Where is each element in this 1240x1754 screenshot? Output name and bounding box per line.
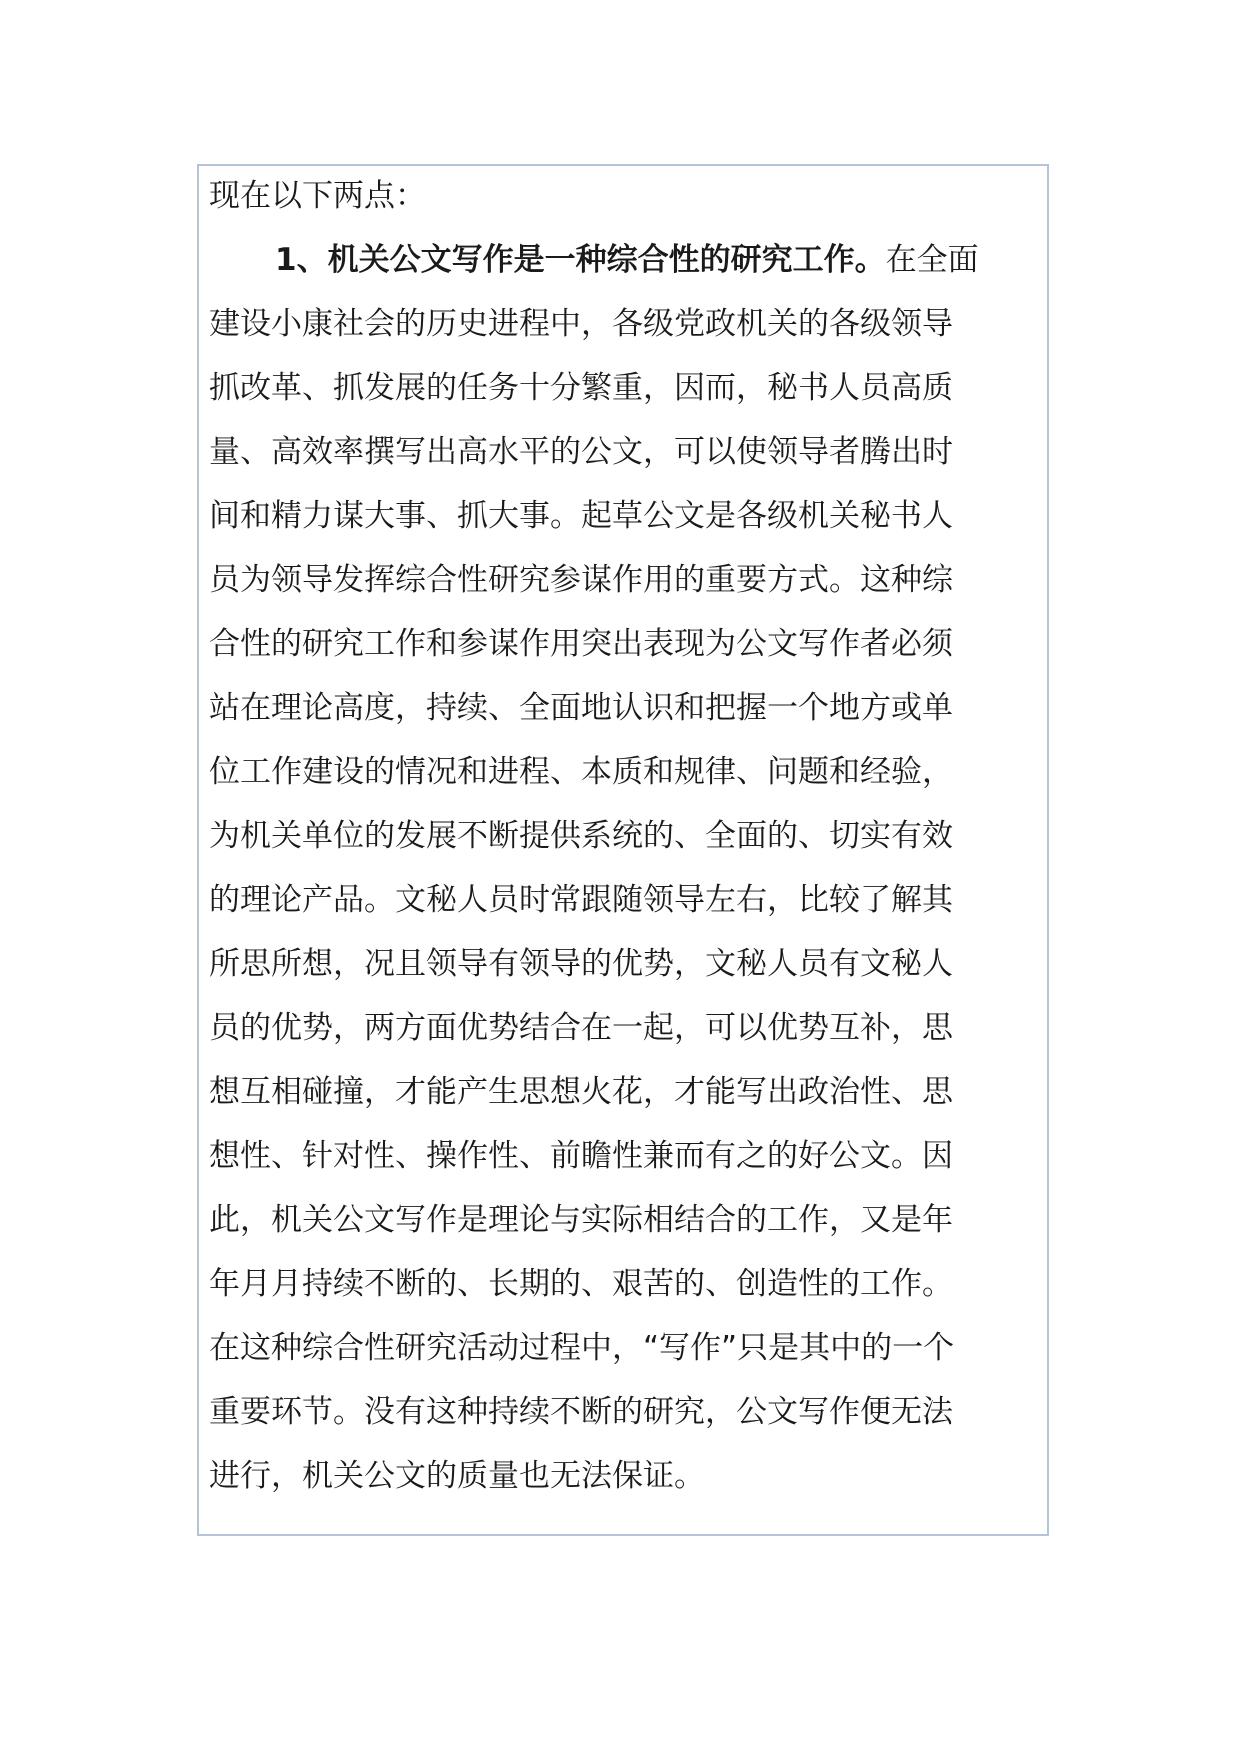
text-line: 合性的研究工作和参谋作用突出表现为公文写作者必须 [209,626,953,662]
text-line: 员为领导发挥综合性研究参谋作用的重要方式。这种综 [209,562,953,598]
text-line: 间和精力谋大事、抓大事。起草公文是各级机关秘书人 [209,498,953,534]
text-line: 所思所想，况且领导有领导的优势，文秘人员有文秘人 [209,946,953,982]
text-line: 现在以下两点： [209,178,426,214]
text-line [275,228,979,292]
text-line: 站在理论高度，持续、全面地认识和把握一个地方或单 [209,690,953,726]
text-line: 年月月持续不断的、长期的、艰苦的、创造性的工作。 [209,1266,953,1302]
text-run: 在全面 [885,242,979,278]
text-line: 想性、针对性、操作性、前瞻性兼而有之的好公文。因 [209,1138,953,1174]
text-line: 建设小康社会的历史进程中，各级党政机关的各级领导 [209,306,953,342]
text-line: 在这种综合性研究活动过程中，“写作”只是其中的一个 [209,1330,955,1366]
text-line: 为机关单位的发展不断提供系统的、全面的、切实有效 [209,818,953,854]
text-line: 位工作建设的情况和进程、本质和规律、问题和经验， [209,754,953,790]
text-line: 量、高效率撰写出高水平的公文，可以使领导者腾出时 [209,434,953,470]
text-line: 的理论产品。文秘人员时常跟随领导左右，比较了解其 [209,882,953,918]
text-line: 重要环节。没有这种持续不断的研究，公文写作便无法 [209,1394,953,1430]
text-line: 此，机关公文写作是理论与实际相结合的工作，又是年 [209,1202,953,1238]
text-line: 员的优势，两方面优势结合在一起，可以优势互补，思 [209,1010,953,1046]
text-line: 想互相碰撞，才能产生思想火花，才能写出政治性、思 [209,1074,953,1110]
text-line: 抓改革、抓发展的任务十分繁重，因而，秘书人员高质 [209,370,953,406]
section-heading: 1、机关公文写作是一种综合性的研究工作。 [275,242,886,278]
text-line: 进行，机关公文的质量也无法保证。 [209,1458,705,1494]
